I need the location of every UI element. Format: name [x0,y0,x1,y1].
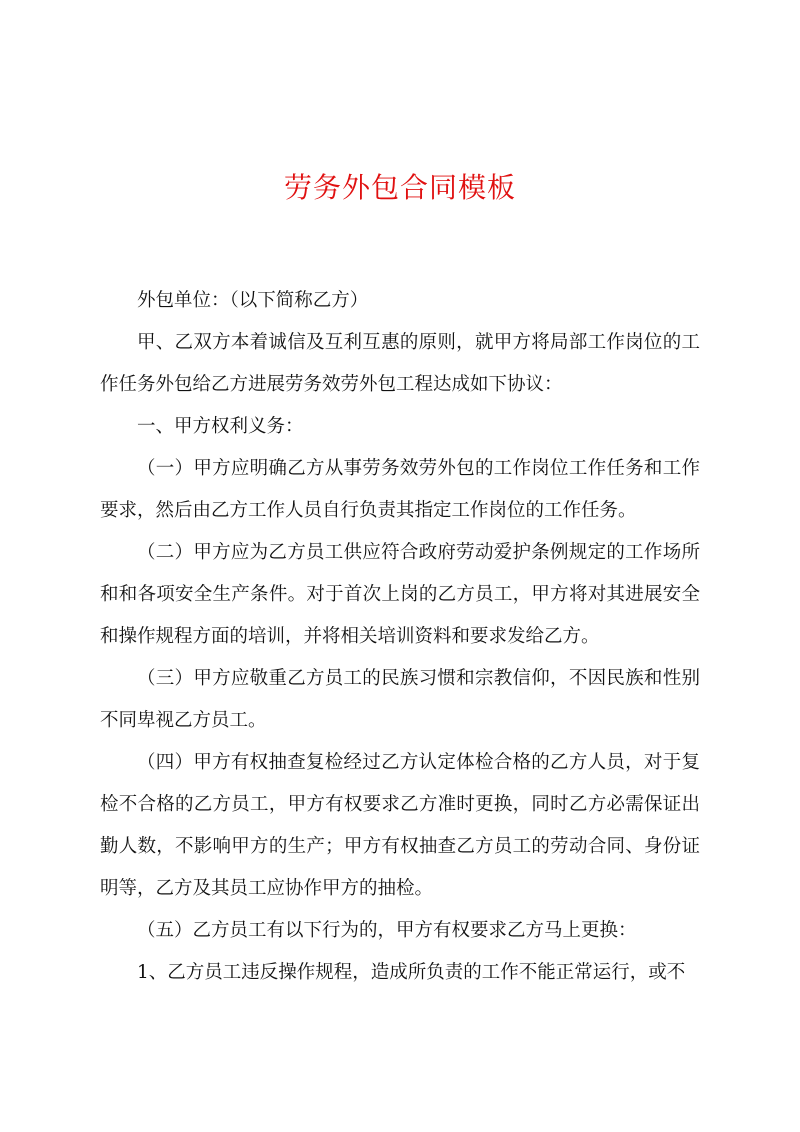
paragraph-section-1-heading: 一、甲方权利义务： [137,416,304,437]
paragraph-clause-3: （三）甲方应敬重乙方员工的民族习惯和宗教信仰，不因民族和性别不同卑视乙方员工。 [100,668,700,731]
document-title: 劳务外包合同模板 [283,171,516,204]
paragraph-clause-2: （二）甲方应为乙方员工供应符合政府劳动爱护条例规定的工作场所和和各项安全生产条件。对于首次上岗的乙方员工，甲方将对其进展安全和操作规程方面的培训，并将相关培训资料和要求发给乙方。 [100,542,700,647]
paragraph-item-1: 1、乙方员工违反操作规程，造成所负责的工作不能正常运行，或不 [137,962,686,983]
document-body [100,280,700,994]
paragraph-preamble: 甲、乙双方本着诚信及互利互惠的原则，就甲方将局部工作岗位的工作任务外包给乙方进展劳务效劳外包工程达成如下协议： [100,332,700,395]
paragraph-clause-1: （一）甲方应明确乙方从事劳务效劳外包的工作岗位工作任务和工作要求，然后由乙方工作人员自行负责其指定工作岗位的工作任务。 [100,458,700,521]
paragraph-outsourcing-unit: 外包单位：（以下简称乙方） [137,290,369,311]
paragraph-clause-4: （四）甲方有权抽查复检经过乙方认定体检合格的乙方人员，对于复检不合格的乙方员工，甲方有权要求乙方准时更换，同时乙方必需保证出勤人数，不影响甲方的生产；甲方有权抽查乙方员工的劳动合同、身份证明等，乙方及其员工应协作甲方的抽检。 [100,752,700,899]
paragraph-clause-5: （五）乙方员工有以下行为的，甲方有权要求乙方马上更换： [137,920,637,941]
